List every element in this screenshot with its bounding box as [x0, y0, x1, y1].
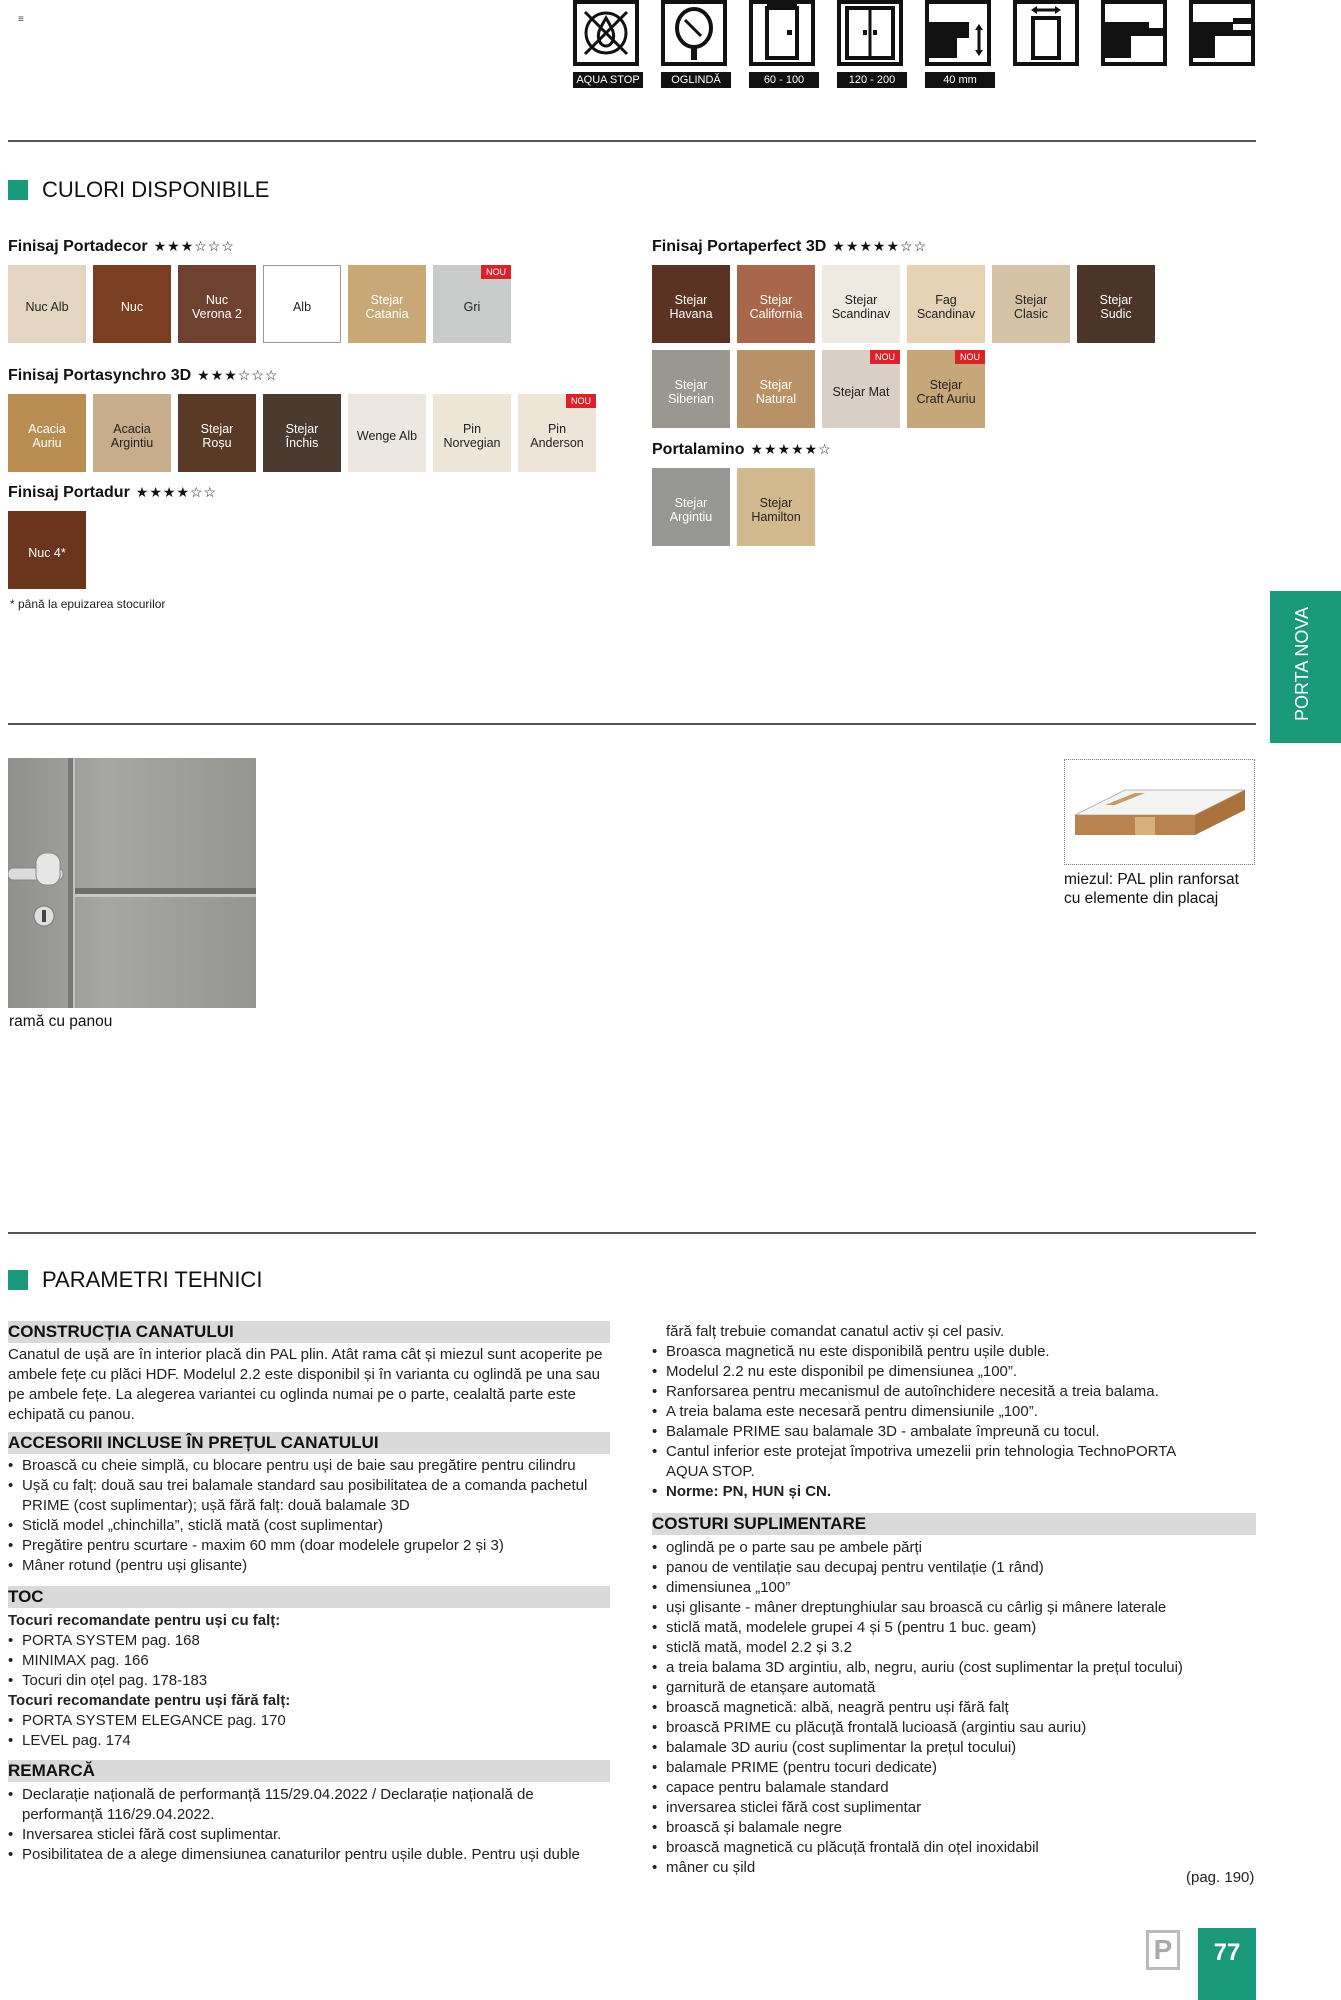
swatch-label: Wenge Alb: [356, 429, 418, 443]
text-line: [652, 1422, 1256, 1442]
swatch-grid: [8, 394, 596, 472]
divider: [8, 723, 1256, 725]
text-line: • uși glisante - mâner dreptunghiular sau broască cu cârlig și mânere laterale: [652, 1598, 1256, 1618]
color-swatch[interactable]: [907, 350, 985, 428]
swatch-label: Nuc Verona 2: [191, 293, 243, 321]
frame-profile-icon-block: [1101, 0, 1171, 66]
brand-logo: P: [1146, 1930, 1180, 1970]
double-door-icon-block: [837, 0, 907, 88]
color-swatch[interactable]: [263, 265, 341, 343]
group-title: Finisaj Portaperfect 3D: [652, 238, 827, 255]
group-portadur: [8, 484, 217, 589]
swatch-grid: [8, 511, 217, 589]
feature-icon-row: [573, 0, 1257, 95]
single-door-icon-block: [749, 0, 819, 88]
color-swatch[interactable]: [178, 265, 256, 343]
rating-stars: ★★★★★☆☆: [832, 238, 928, 254]
frame-profile-2-icon: [1189, 0, 1255, 66]
text-line-part: • A treia balama este necesară pentru dimensiunile „100”.: [666, 1403, 1038, 1420]
single-door-label: 60 - 100: [749, 72, 819, 88]
core-caption-2: cu elemente din placaj: [1064, 890, 1219, 907]
text-line-part: • Broasca magnetică nu este disponibilă pentru ușile duble.: [666, 1343, 1050, 1360]
swatch-label: Stejar Roșu: [200, 422, 234, 450]
swatch-label: Stejar Hamilton: [751, 496, 801, 524]
text-line: [8, 1556, 610, 1576]
color-swatch[interactable]: [737, 265, 815, 343]
group-header: [652, 441, 832, 463]
swatch-label: Gri: [463, 300, 481, 314]
aqua-stop-icon: [573, 0, 639, 66]
text-line: [652, 1382, 1256, 1402]
text-line: • a treia balama 3D argintiu, alb, negru, auriu (cost suplimentar la prețul tocului): [652, 1658, 1256, 1678]
frame-profile-icon: [1101, 0, 1167, 66]
color-swatch[interactable]: [8, 265, 86, 343]
group-title: Finisaj Portadur: [8, 484, 130, 501]
mirror-label: OGLINDĂ: [661, 72, 731, 88]
color-swatch[interactable]: [348, 265, 426, 343]
group-header: [8, 484, 217, 506]
color-swatch[interactable]: [1077, 265, 1155, 343]
color-swatch[interactable]: [907, 265, 985, 343]
text-line-part: AQUA STOP.: [666, 1463, 755, 1480]
group-title: Finisaj Portasynchro 3D: [8, 367, 192, 384]
text-line: • capace pentru balamale standard: [652, 1778, 1256, 1798]
width-icon: [1013, 0, 1079, 66]
divider: [8, 1232, 1256, 1234]
swatch-label: Stejar Craft Auriu: [916, 378, 976, 406]
color-swatch[interactable]: [737, 350, 815, 428]
side-tab-label: PORTA NOVA: [1292, 606, 1312, 721]
text-line: [652, 1402, 1256, 1422]
accesorii-list: [8, 1456, 610, 1576]
text-line: • LEVEL pag. 174: [8, 1731, 610, 1751]
group-portalamino: [652, 441, 832, 546]
text-line: [652, 1442, 1256, 1482]
thickness-icon: [925, 0, 991, 66]
colors-section-title: CULORI DISPONIBILE: [42, 177, 270, 202]
mirror-icon: [661, 0, 727, 66]
accesorii-heading: ACCESORII INCLUSE ÎN PREȚUL CANATULUI: [8, 1432, 610, 1454]
color-swatch[interactable]: [93, 265, 171, 343]
new-badge: NOU: [870, 350, 900, 364]
text-line: • broască și balamale negre: [652, 1818, 1256, 1838]
swatch-label: Acacia Auriu: [28, 422, 66, 450]
color-swatch[interactable]: [263, 394, 341, 472]
text-line: [8, 1536, 610, 1556]
text-line-part: • Sticlă model „chinchilla”, sticlă mată (cost suplimentar): [22, 1517, 383, 1534]
text-line-part: • Pregătire pentru scurtare - maxim 60 mm (doar modelele grupelor 2 și 3): [22, 1537, 504, 1554]
swatch-label: Alb: [292, 300, 312, 314]
text-line-part: • Inversarea sticlei fără cost suplimentar.: [22, 1826, 282, 1843]
text-line: • MINIMAX pag. 166: [8, 1651, 610, 1671]
section-marker: [8, 180, 28, 200]
text-line-part: PRIME (cost suplimentar); ușă fără falț: două balamale 3D: [22, 1497, 410, 1514]
section-marker: [8, 1270, 28, 1290]
thickness-label: 40 mm: [925, 72, 995, 88]
color-swatch[interactable]: [652, 265, 730, 343]
text-line: • sticlă mată, model 2.2 și 3.2: [652, 1638, 1256, 1658]
color-swatch[interactable]: [992, 265, 1070, 343]
aqua-stop-label: AQUA STOP: [573, 72, 643, 88]
swatch-label: Stejar Închis: [285, 422, 319, 450]
color-swatch[interactable]: [348, 394, 426, 472]
text-line: [8, 1825, 610, 1845]
color-swatch[interactable]: [652, 350, 730, 428]
costuri-list: [652, 1538, 1256, 1878]
constructie-text: [8, 1345, 610, 1425]
swatch-grid: [652, 265, 1155, 428]
group-portaperfect: [652, 238, 1155, 428]
text-line: • Tocuri din oțel pag. 178-183: [8, 1671, 610, 1691]
text-line: ambele fețe cu plăci HDF. Modelul 2.2 este disponibil și în varianta cu oglindă pe una sau: [8, 1366, 601, 1383]
swatch-label: Stejar Clasic: [1013, 293, 1049, 321]
swatch-label: Stejar Catania: [365, 293, 409, 321]
text-line: • garnitură de etanșare automată: [652, 1678, 1256, 1698]
constructie-heading: CONSTRUCȚIA CANATULUI: [8, 1321, 610, 1343]
toc-fara-list: [8, 1711, 610, 1751]
group-portadecor: [8, 238, 511, 343]
toc-heading: TOC: [8, 1586, 610, 1608]
aqua-stop-icon-block: [573, 0, 643, 88]
new-badge: NOU: [481, 265, 511, 279]
swatch-label: Stejar Sudic: [1099, 293, 1133, 321]
rating-stars: ★★★★☆☆: [135, 484, 218, 500]
text-line: • balamale 3D auriu (cost suplimentar la prețul tocului): [652, 1738, 1256, 1758]
color-swatch[interactable]: [822, 350, 900, 428]
toc-falt-title: Tocuri recomandate pentru uși cu falț:: [8, 1612, 281, 1629]
swatch-grid: [652, 468, 832, 546]
single-door-icon: [749, 0, 815, 66]
text-line: • mâner cu șild: [652, 1858, 1256, 1878]
swatch-label: Stejar California: [749, 293, 803, 321]
color-swatch[interactable]: [8, 511, 86, 589]
group-title: Finisaj Portadecor: [8, 238, 148, 255]
swatch-label: Stejar Siberian: [668, 378, 714, 406]
width-icon-block: [1013, 0, 1083, 66]
door-core-photo: [1064, 759, 1255, 865]
page-number: 77: [1198, 1928, 1256, 2000]
swatch-label: Pin Norvegian: [443, 422, 501, 450]
text-line: • PORTA SYSTEM ELEGANCE pag. 170: [8, 1711, 610, 1731]
color-swatch[interactable]: [822, 265, 900, 343]
swatch-label: Nuc Alb: [25, 300, 69, 314]
text-line: echipată cu panou.: [8, 1406, 135, 1423]
text-line: • PORTA SYSTEM pag. 168: [8, 1631, 610, 1651]
swatch-label: Stejar Mat: [832, 385, 890, 399]
swatch-grid: [8, 265, 511, 343]
group-header: [8, 238, 511, 260]
stock-footnote: * până la epuizarea stocurilor: [10, 597, 166, 611]
swatch-label: Fag Scandinav: [916, 293, 976, 321]
text-line: pe ambele fețe. La alegerea variantei cu oglinda numai pe o parte, cealaltă parte este: [8, 1386, 576, 1403]
swatch-label: Stejar Argintiu: [669, 496, 713, 524]
text-line: • inversarea sticlei fără cost suplimentar: [652, 1798, 1256, 1818]
remarca-bullets-cont: [652, 1342, 1256, 1482]
rating-stars: ★★★☆☆☆: [197, 367, 279, 383]
text-line: Canatul de ușă are în interior placă din PAL plin. Atât rama cât și miezul sunt acoperite pe: [8, 1346, 603, 1363]
norme: • Norme: PN, HUN și CN.: [652, 1482, 1256, 1502]
remarca-heading: REMARCĂ: [8, 1760, 610, 1782]
group-header: [8, 367, 596, 389]
swatch-label: Acacia Argintiu: [110, 422, 154, 450]
double-door-icon: [837, 0, 903, 66]
remarca-continuation: fără falț trebuie comandat canatul activ și cel pasiv.: [666, 1323, 1005, 1340]
color-swatch[interactable]: [93, 394, 171, 472]
text-line: [8, 1845, 610, 1865]
double-door-label: 120 - 200: [837, 72, 907, 88]
text-line-part: • Declarație națională de performanță 115/29.04.2022 / Declarație națională de: [22, 1786, 534, 1803]
corner-mark: ≡: [18, 14, 24, 25]
text-line: [8, 1456, 610, 1476]
text-line: [8, 1516, 610, 1536]
text-line-part: • Posibilitatea de a alege dimensiunea canaturilor pentru ușile duble. Pentru uși duble: [22, 1846, 580, 1863]
page-reference: (pag. 190): [1186, 1869, 1255, 1886]
swatch-label: Pin Anderson: [530, 422, 584, 450]
toc-fara-title: Tocuri recomandate pentru uși fără falț:: [8, 1692, 291, 1709]
text-line-part: • Ușă cu falț: două sau trei balamale standard sau posibilitatea de a comanda pachetul: [22, 1477, 588, 1494]
text-line: • oglindă pe o parte sau pe ambele părți: [652, 1538, 1256, 1558]
new-badge: NOU: [955, 350, 985, 364]
swatch-label: Stejar Scandinav: [831, 293, 891, 321]
text-line-part: • Balamale PRIME sau balamale 3D - ambalate împreună cu tocul.: [666, 1423, 1100, 1440]
rating-stars: ★★★★★☆: [750, 441, 832, 457]
text-line-part: • Cantul inferior este protejat împotriva umezelii prin tehnologia TechnoPORTA: [666, 1443, 1177, 1460]
swatch-label: Stejar Natural: [755, 378, 797, 406]
color-swatch[interactable]: [433, 394, 511, 472]
costuri-heading: COSTURI SUPLIMENTARE: [652, 1513, 1256, 1535]
core-caption-1: miezul: PAL plin ranforsat: [1064, 871, 1239, 888]
swatch-label: Stejar Havana: [669, 293, 713, 321]
swatch-label: Nuc 4*: [28, 546, 66, 560]
text-line: • broască magnetică: albă, neagră pentru uși fără falț: [652, 1698, 1256, 1718]
group-title: Portalamino: [652, 441, 745, 458]
door-caption: ramă cu panou: [9, 1013, 113, 1030]
text-line: [8, 1476, 610, 1516]
toc-falt-list: [8, 1631, 610, 1691]
group-header: [652, 238, 1155, 260]
color-swatch[interactable]: [178, 394, 256, 472]
rating-stars: ★★★☆☆☆: [153, 238, 235, 254]
text-line: • panou de ventilație sau decupaj pentru ventilație (1 rând): [652, 1558, 1256, 1578]
new-badge: NOU: [566, 394, 596, 408]
color-swatch[interactable]: [518, 394, 596, 472]
swatch-label: Nuc: [120, 300, 144, 314]
group-portasynchro: [8, 367, 596, 472]
text-line-part: • Ranforsarea pentru mecanismul de autoînchidere necesită a treia balama.: [666, 1383, 1159, 1400]
text-line: [8, 1785, 610, 1825]
porta-nova-tab[interactable]: [1270, 591, 1341, 743]
text-line-part: • Mâner rotund (pentru uși glisante): [22, 1557, 248, 1574]
text-line: • balamale PRIME (pentru tocuri dedicate): [652, 1758, 1256, 1778]
door-frame-panel-photo: [8, 758, 256, 1008]
tech-left-column: [8, 1321, 610, 1865]
tech-section-title: PARAMETRI TEHNICI: [42, 1267, 263, 1292]
tech-right-column: [652, 1322, 1256, 1878]
color-swatch[interactable]: [737, 468, 815, 546]
thickness-icon-block: [925, 0, 995, 88]
text-line-part: • Broască cu cheie simplă, cu blocare pentru uși de baie sau pregătire pentru cilindru: [22, 1457, 576, 1474]
text-line: [652, 1342, 1256, 1362]
color-swatch[interactable]: [433, 265, 511, 343]
remarca-list: [8, 1785, 610, 1865]
text-line-part: • Modelul 2.2 nu este disponibil pe dimensiunea „100”.: [666, 1363, 1018, 1380]
text-line: [652, 1362, 1256, 1382]
divider: [8, 140, 1256, 142]
color-swatch[interactable]: [8, 394, 86, 472]
color-swatch[interactable]: [652, 468, 730, 546]
mirror-icon-block: [661, 0, 731, 88]
frame-profile-2-icon-block: [1189, 0, 1259, 66]
text-line: • sticlă mată, modelele grupei 4 și 5 (pentru 1 buc. geam): [652, 1618, 1256, 1638]
text-line: • broască magnetică cu plăcuță frontală din oțel inoxidabil: [652, 1838, 1256, 1858]
text-line: • broască PRIME cu plăcuță frontală lucioasă (argintiu sau auriu): [652, 1718, 1256, 1738]
text-line-part: performanță 116/29.04.2022.: [22, 1806, 215, 1823]
text-line: • dimensiunea „100”: [652, 1578, 1256, 1598]
